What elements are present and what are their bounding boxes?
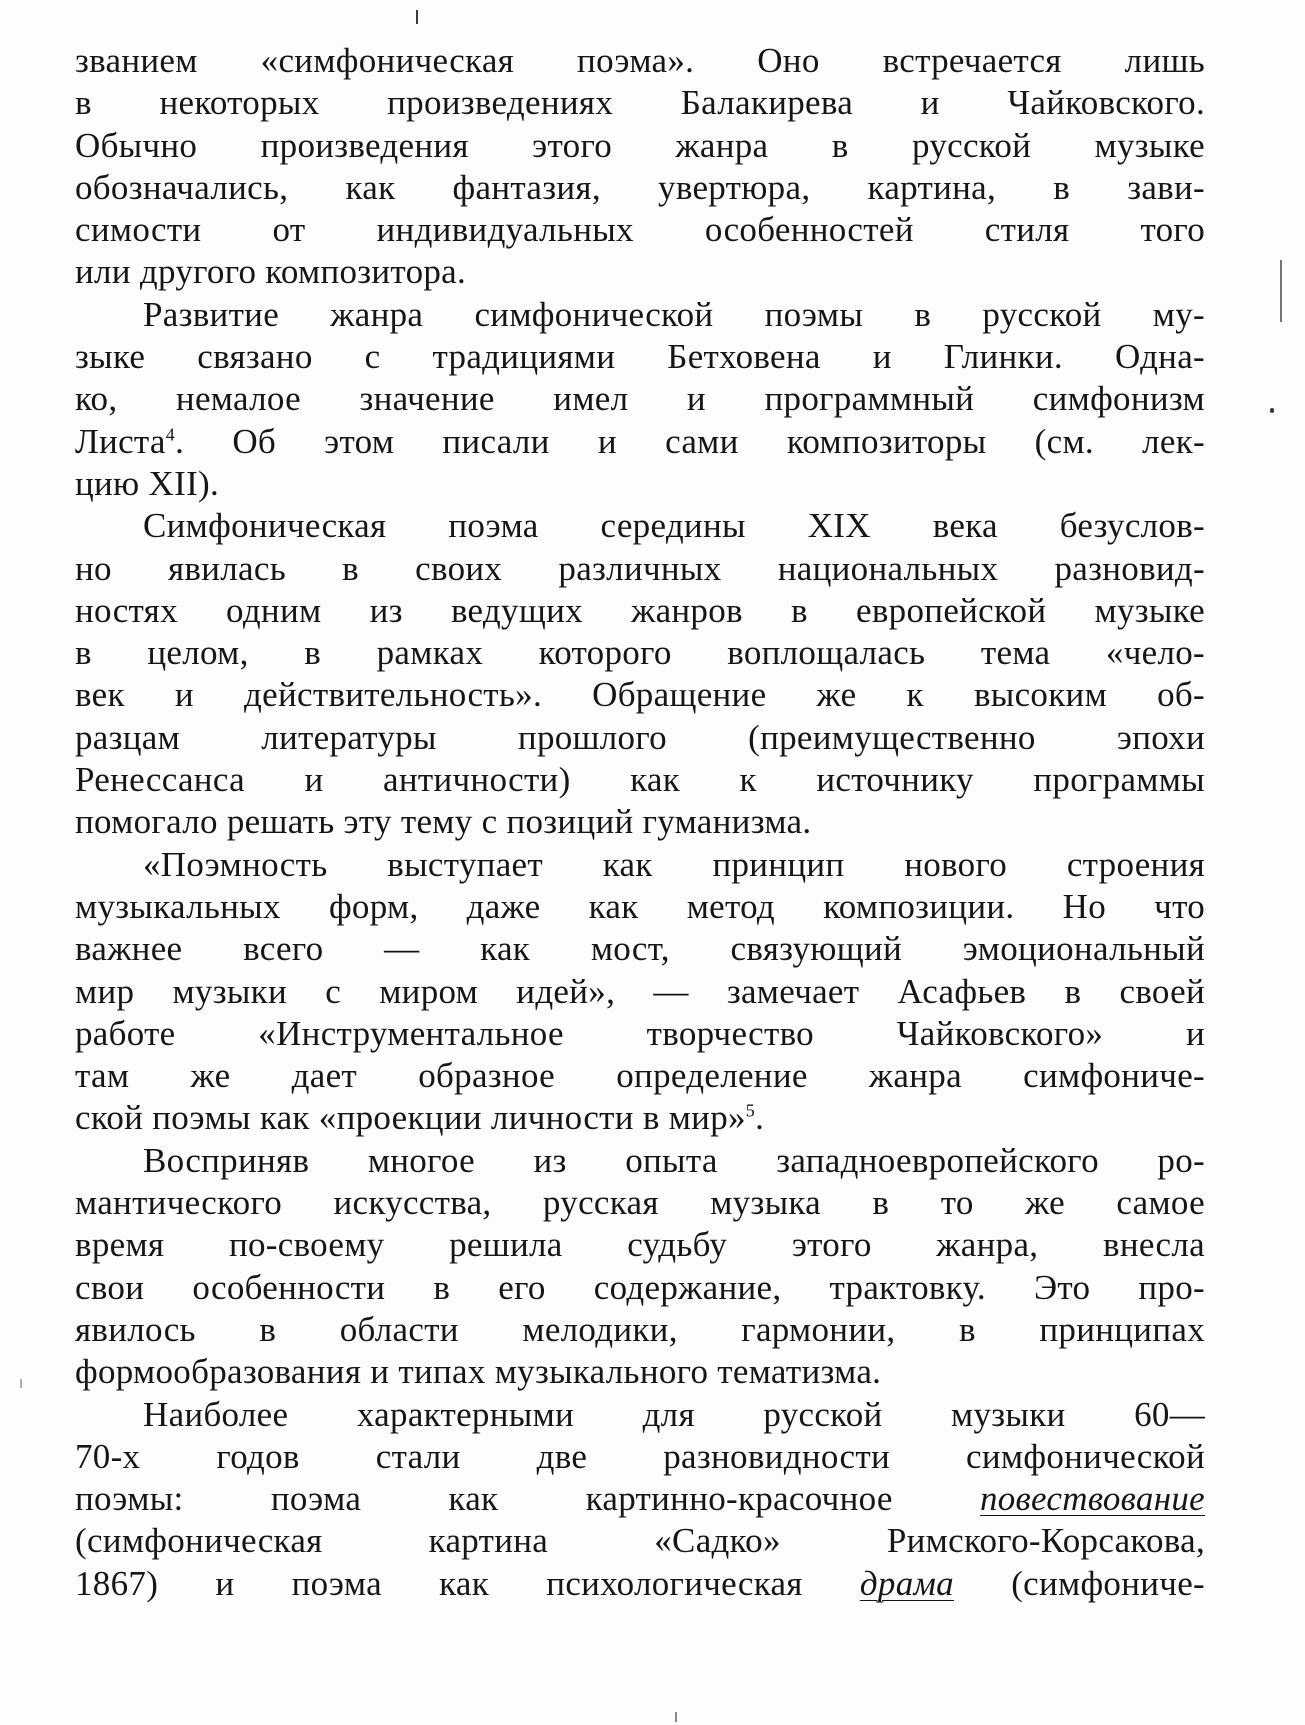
text-line: мантического искусства, русская музыка в то же самое [75, 1183, 1205, 1223]
text-line: там же дает образное определение жанра симфониче- [75, 1056, 1205, 1096]
text-line: Восприняв многое из опыта западноевропейского ро- [143, 1140, 1205, 1180]
text-line: ко, немалое значение имел и программный симфонизм [75, 379, 1205, 419]
text-line: или другого композитора. [75, 252, 467, 292]
emphasized-term: повествование [979, 1479, 1205, 1519]
text-line: зыке связано с традициями Бетховена и Глинки. Одна- [75, 337, 1205, 377]
text-line: в целом, в рамках которого воплощалась тема «чело- [75, 633, 1205, 673]
text-line: Симфоническая поэма середины XIX века безуслов- [143, 506, 1205, 546]
text-line: музыкальных форм, даже как метод композиции. Но что [75, 886, 1205, 926]
scan-artifact [20, 1379, 22, 1388]
text-line: (симфоническая картина «Садко» Римского-Корсакова, [75, 1521, 1205, 1561]
text-line: цию XII). [75, 463, 220, 503]
scan-artifact [1270, 408, 1274, 413]
text-line: «Поэмность выступает как принцип нового строения [143, 844, 1205, 884]
text-line: званием «симфоническая поэма». Оно встречается лишь [75, 41, 1205, 80]
footnote-ref: 5 [745, 1100, 756, 1121]
text-line: в некоторых произведениях Балакирева и Чайковского. [75, 83, 1205, 123]
text-line: формообразования и типах музыкального тематизма. [75, 1352, 882, 1392]
text-line: симости от индивидуальных особенностей стиля того [75, 210, 1205, 250]
text-line: век и действительность». Обращение же к высоким об- [75, 675, 1205, 715]
scan-artifact [1280, 260, 1282, 322]
text-line: Наиболее характерными для русской музыки 60— [143, 1394, 1205, 1434]
text-line: Ренессанса и античности) как к источнику программы [75, 760, 1205, 800]
text-fragment: . [755, 1098, 765, 1138]
footnote-ref: 4 [165, 424, 176, 445]
text-fragment: Листа [75, 421, 166, 461]
text-line: разцам литературы прошлого (преимущественно эпохи [75, 717, 1205, 757]
text-line: мир музыки с миром идей», — замечает Асафьев в своей [75, 971, 1205, 1011]
text-line [75, 1563, 1205, 1605]
text-line [75, 421, 1205, 463]
text-fragment: (симфониче- [953, 1563, 1205, 1603]
body-text [75, 40, 1205, 1605]
text-line: Развитие жанра симфонической поэмы в русской му- [143, 294, 1205, 334]
text-fragment: ской поэмы как «проекции личности в мир» [75, 1098, 746, 1138]
text-line [75, 1478, 1205, 1520]
text-line: важнее всего — как мост, связующий эмоциональный [75, 929, 1205, 969]
emphasized-term: драма [859, 1563, 954, 1603]
text-line: свои особенности в его содержание, трактовку. Это про- [75, 1267, 1205, 1307]
text-line: обозначались, как фантазия, увертюра, картина, в зави- [75, 167, 1205, 207]
text-line: но явилась в своих различных национальных разновид- [75, 548, 1205, 588]
text-line: работе «Инструментальное творчество Чайковского» и [75, 1013, 1205, 1053]
text-line: время по-своему решила судьбу этого жанра, внесла [75, 1225, 1205, 1265]
text-fragment: поэмы: поэма как картинно-красочное [75, 1479, 980, 1519]
scan-artifact [416, 10, 418, 24]
text-line: помогало решать эту тему с позиций гуманизма. [75, 802, 812, 842]
text-line: ностях одним из ведущих жанров в европейской музыке [75, 590, 1205, 630]
text-line: 70-х годов стали две разновидности симфонической [75, 1436, 1205, 1476]
text-line: явилось в области мелодики, гармонии, в принципах [75, 1309, 1205, 1349]
text-line [75, 1097, 1205, 1139]
text-fragment: . Об этом писали и сами композиторы (см. лек- [175, 421, 1205, 461]
scan-artifact [675, 1712, 677, 1722]
text-fragment: 1867) и поэма как психологическая [75, 1563, 860, 1603]
text-line: Обычно произведения этого жанра в русской музыке [75, 125, 1205, 165]
